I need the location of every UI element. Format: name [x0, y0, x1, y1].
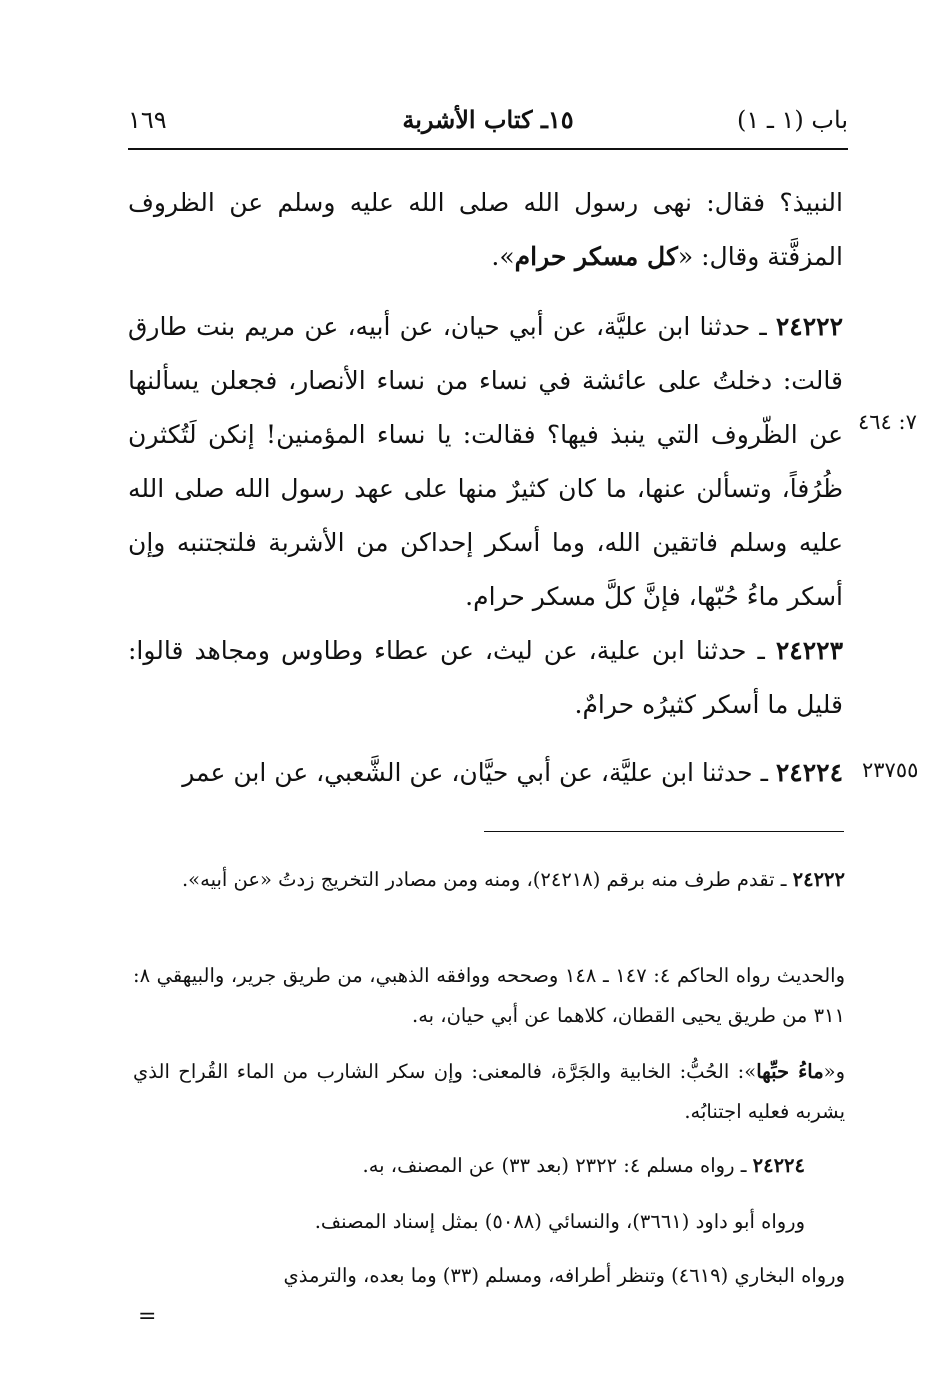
- footnote-hakim: والحديث رواه الحاكم ٤: ١٤٧ ـ ١٤٨ وصححه ووافقه الذهبي، من طريق جرير، والبيهقي ٨: ٣١١ من طريق يحيى القطان، كلاهما عن أبي حيان، به.: [133, 964, 845, 1027]
- hadith-number: ٢٤٢٢٤: [775, 758, 843, 787]
- hadith-text: ـ حدثنا ابن علية، عن ليث، عن عطاء وطاوس ومجاهد قالوا: قليل ما أسكر كثيرُه حرامٌ.: [128, 636, 843, 719]
- continuation-mark: =: [138, 1304, 157, 1329]
- footnote-text: ـ رواه مسلم ٤: ٢٣٢٢ (بعد ٣٣) عن المصنف، به.: [362, 1154, 753, 1177]
- footnote-number: ٢٤٢٢٤: [752, 1154, 805, 1177]
- book-title: ١٥ـ كتاب الأشربة: [402, 105, 574, 134]
- footnote-text: ـ تقدم طرف منه برقم (٢٤٢١٨)، ومنه ومن مصادر التخريج زدتُ «عن أبيه».: [181, 868, 793, 891]
- footnote-separator: [484, 831, 844, 832]
- page-number: ١٦٩: [128, 106, 167, 134]
- footnote-24224: [133, 1146, 805, 1186]
- page-header: [128, 100, 848, 140]
- margin-volume-page: ٧: ٤٦٤: [858, 410, 917, 434]
- hadith-quote: كل مسكر حرام: [514, 242, 678, 271]
- footnote-meaning: [133, 1052, 845, 1132]
- header-rule: [128, 148, 848, 150]
- hadith-24222: [128, 300, 843, 624]
- footnote-lead: و«: [823, 1060, 845, 1083]
- hadith-number: ٢٤٢٢٣: [775, 636, 843, 665]
- hadith-24224: [128, 746, 843, 800]
- footnote-number: ٢٤٢٢٢: [792, 868, 845, 891]
- footnote-abudawud: ورواه أبو داود (٣٦٦١)، والنسائي (٥٠٨٨) بمثل إسناد المصنف.: [314, 1210, 805, 1233]
- hadith-text: ـ حدثنا ابن عليَّة، عن أبي حيَّان، عن الشَّعبي، عن ابن عمر: [182, 758, 776, 787]
- hadith-number: ٢٤٢٢٢: [775, 312, 843, 341]
- hadith-text: ـ حدثنا ابن عليَّة، عن أبي حيان، عن أبيه، عن مريم بنت طارق قالت: دخلتُ على عائشة في نساء من نساء الأنصار، فجعلن يسألنها عن الظّروف التي ينبذ فيها؟ فقالت: يا نساء المؤمنين! إنكن لَتُكثرن ظُرُفاً، وتسألن عنها، ما كان كثيرٌ منها على عهد رسول الله صلى الله عليه وسلم فاتقين الله، وما أسكر إحداكن من الأشربة فلتجتنبه وإن أسكر ماءُ حُبّها، فإنَّ كلَّ مسكر حرام.: [128, 312, 843, 611]
- paragraph-continuation: [128, 176, 843, 284]
- footnote-24222: [133, 860, 845, 900]
- footnote-term: ماءُ حبِّها: [756, 1060, 824, 1083]
- paragraph-tail: ».: [491, 242, 515, 271]
- footnote-bukhari: ورواه البخاري (٤٦١٩) وتنظر أطرافه، ومسلم (٣٣) وما بعده، والترمذي: [283, 1264, 845, 1287]
- chapter-reference: باب (١ ـ ١): [736, 106, 848, 134]
- margin-reference-number: ٢٣٧٥٥: [862, 758, 919, 782]
- footnote-text: »: الحُبُّ: الخابية والجَرَّة، فالمعنى: وإن سكر الشارب من الماء القُراح الذي يشربه فعليه اجتنابُه.: [133, 1060, 845, 1123]
- hadith-24223: [128, 624, 843, 732]
- paragraph-text: النبيذ؟ فقال: نهى رسول الله صلى الله عليه وسلم عن الظروف المزفَّتة وقال: «: [128, 188, 843, 271]
